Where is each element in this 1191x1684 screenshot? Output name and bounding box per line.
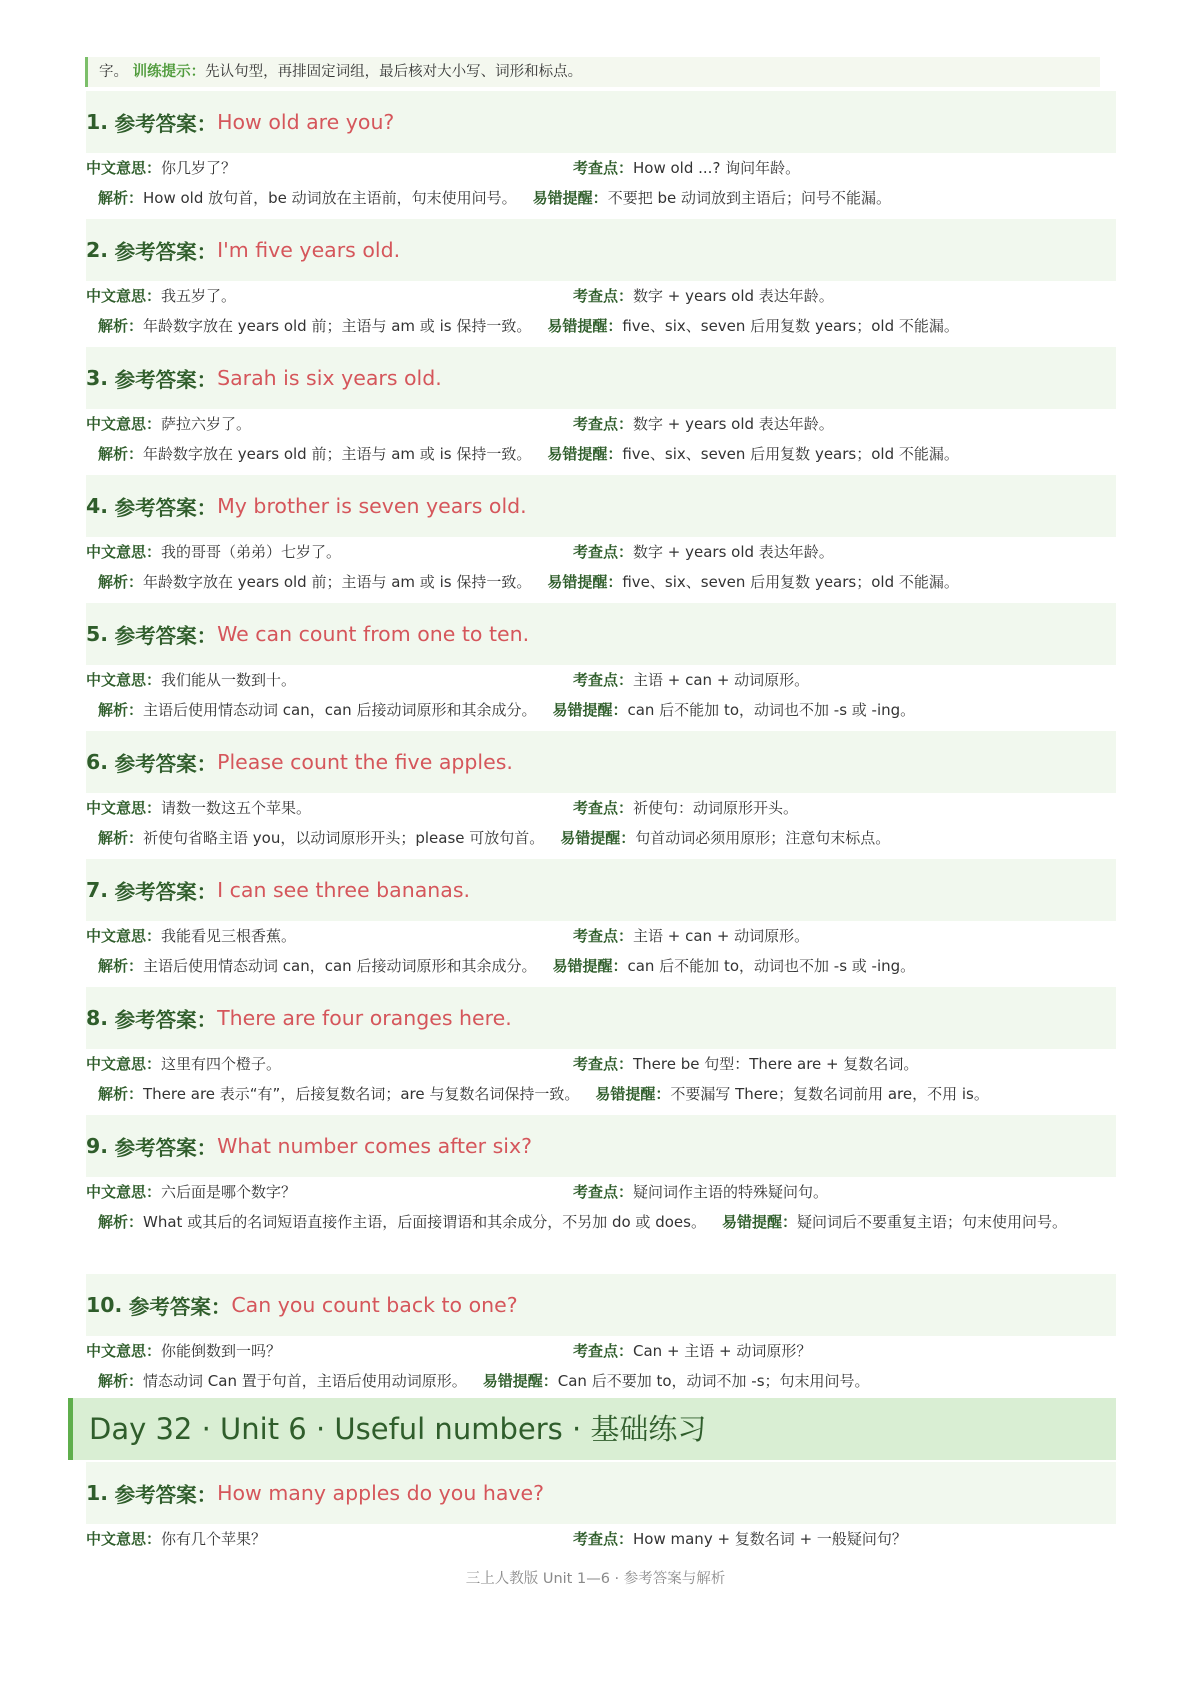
question-bar (86, 603, 1116, 665)
point-text: 主语 + can + 动词原形。 (633, 671, 810, 689)
analysis-label: 解析： (98, 445, 144, 463)
tip-text: 先认句型，再排固定词组，最后核对大小写、词形和标点。 (205, 64, 583, 80)
analysis-label: 解析： (98, 1213, 144, 1231)
point-label: 考查点： (573, 1530, 634, 1548)
meaning-label: 中文意思： (86, 799, 162, 817)
meaning-point-row (86, 1336, 1116, 1366)
answer-item-4 (86, 475, 1116, 597)
meaning-label: 中文意思： (86, 1342, 162, 1360)
answer-item-3 (86, 347, 1116, 469)
analysis-label: 解析： (98, 701, 144, 719)
answer-item-2 (86, 219, 1116, 341)
meaning-point-row (86, 665, 1116, 695)
analysis-text: What 或其后的名词短语直接作主语，后面接谓语和其余成分，不另加 do 或 does。 (143, 1213, 706, 1231)
item-number: 7. (86, 878, 109, 902)
answer-text: Sarah is six years old. (217, 366, 442, 390)
mistake-text: 不要漏写 There；复数名词前用 are，不用 is。 (670, 1085, 989, 1103)
item-number: 9. (86, 1134, 109, 1158)
mistake-text: five、six、seven 后用复数 years；old 不能漏。 (622, 573, 959, 591)
meaning-text: 你有几个苹果？ (161, 1530, 267, 1548)
meaning-text: 这里有四个橙子。 (161, 1055, 282, 1073)
answer-label: 参考答案： (114, 752, 218, 776)
mistake-label: 易错提醒： (547, 317, 623, 335)
point-label: 考查点： (573, 671, 634, 689)
analysis-row (98, 183, 1116, 213)
point-text: 主语 + can + 动词原形。 (633, 927, 810, 945)
mistake-label: 易错提醒： (721, 1213, 797, 1231)
page-footer: 三上人教版 Unit 1—6 · 参考答案与解析 (465, 1571, 726, 1587)
question-bar (86, 987, 1116, 1049)
analysis-text: 年龄数字放在 years old 前；主语与 am 或 is 保持一致。 (143, 445, 532, 463)
analysis-row (98, 567, 1116, 597)
meaning-label: 中文意思： (86, 927, 162, 945)
answer-label: 参考答案： (128, 1295, 232, 1319)
point-label: 考查点： (573, 415, 634, 433)
mistake-text: five、six、seven 后用复数 years；old 不能漏。 (622, 445, 959, 463)
analysis-row (98, 311, 1116, 341)
meaning-label: 中文意思： (86, 1055, 162, 1073)
analysis-text: 主语后使用情态动词 can，can 后接动词原形和其余成分。 (143, 957, 537, 975)
mistake-label: 易错提醒： (547, 445, 623, 463)
mistake-text: 疑问词后不要重复主语；句末使用问号。 (796, 1213, 1067, 1231)
point-text: How many + 复数名词 + 一般疑问句？ (633, 1530, 907, 1548)
section-heading: Day 32 · Unit 6 · Useful numbers · 基础练习 (68, 1398, 1116, 1460)
mistake-label: 易错提醒： (532, 189, 608, 207)
answer-label: 参考答案： (114, 880, 218, 904)
point-text: How old ...? 询问年龄。 (633, 159, 801, 177)
answer-label: 参考答案： (114, 496, 218, 520)
answer-item-10 (86, 1274, 1116, 1396)
mistake-label: 易错提醒： (552, 701, 628, 719)
mistake-label: 易错提醒： (595, 1085, 671, 1103)
analysis-row (98, 1366, 1116, 1396)
answer-label: 参考答案： (114, 240, 218, 264)
answer-text: Can you count back to one? (231, 1293, 518, 1317)
mistake-text: can 后不能加 to，动词也不加 -s 或 -ing。 (627, 701, 916, 719)
meaning-text: 你能倒数到一吗？ (161, 1342, 282, 1360)
point-text: 数字 + years old 表达年龄。 (633, 415, 834, 433)
question-bar (86, 859, 1116, 921)
answer-item-1 (86, 91, 1116, 213)
analysis-row (98, 1079, 1116, 1109)
analysis-label: 解析： (98, 1372, 144, 1390)
tip-tag: 训练提示： (132, 64, 206, 80)
answer-text: I can see three bananas. (217, 878, 471, 902)
meaning-point-row (86, 153, 1116, 183)
item-number: 3. (86, 366, 109, 390)
mistake-text: can 后不能加 to，动词也不加 -s 或 -ing。 (627, 957, 916, 975)
analysis-text: How old 放句首，be 动词放在主语前，句末使用问号。 (143, 189, 517, 207)
answer-item-6 (86, 731, 1116, 853)
point-text: There be 句型：There are + 复数名词。 (633, 1055, 919, 1073)
analysis-row (98, 695, 1116, 725)
answer-label: 参考答案： (114, 1008, 218, 1032)
answer-item-8 (86, 987, 1116, 1109)
item-number: 4. (86, 494, 109, 518)
answer-text: There are four oranges here. (217, 1006, 512, 1030)
answer-text: My brother is seven years old. (217, 494, 527, 518)
answer-text: Please count the five apples. (217, 750, 513, 774)
tip-lead: 字。 (99, 64, 128, 80)
point-text: Can + 主语 + 动词原形？ (633, 1342, 812, 1360)
meaning-text: 我们能从一数到十。 (161, 671, 297, 689)
meaning-label: 中文意思： (86, 415, 162, 433)
answer-text: How many apples do you have? (217, 1481, 545, 1505)
answer-label: 参考答案： (114, 368, 218, 392)
meaning-point-row (86, 537, 1116, 567)
item-number: 6. (86, 750, 109, 774)
point-text: 数字 + years old 表达年龄。 (633, 543, 834, 561)
meaning-text: 我五岁了。 (161, 287, 237, 305)
analysis-label: 解析： (98, 1085, 144, 1103)
mistake-text: five、six、seven 后用复数 years；old 不能漏。 (622, 317, 959, 335)
item-number: 1. (86, 110, 109, 134)
meaning-point-row (86, 1177, 1116, 1207)
meaning-label: 中文意思： (86, 671, 162, 689)
analysis-label: 解析： (98, 829, 144, 847)
answer-text: I'm five years old. (217, 238, 401, 262)
analysis-text: 情态动词 Can 置于句首，主语后使用动词原形。 (143, 1372, 467, 1390)
question-bar (86, 1462, 1116, 1524)
meaning-text: 萨拉六岁了。 (161, 415, 252, 433)
item-number: 5. (86, 622, 109, 646)
mistake-label: 易错提醒： (482, 1372, 558, 1390)
analysis-text: 祈使句省略主语 you，以动词原形开头；please 可放句首。 (143, 829, 545, 847)
analysis-row (98, 439, 1116, 469)
analysis-label: 解析： (98, 573, 144, 591)
meaning-text: 我能看见三根香蕉。 (161, 927, 297, 945)
item-number: 10. (86, 1293, 123, 1317)
answer-item-5 (86, 603, 1116, 725)
meaning-point-row (86, 921, 1116, 951)
meaning-point-row (86, 1524, 1116, 1554)
analysis-text: There are 表示“有”，后接复数名词；are 与复数名词保持一致。 (143, 1085, 580, 1103)
analysis-text: 主语后使用情态动词 can，can 后接动词原形和其余成分。 (143, 701, 537, 719)
point-label: 考查点： (573, 799, 634, 817)
question-bar (86, 91, 1116, 153)
mistake-label: 易错提醒： (552, 957, 628, 975)
mistake-label: 易错提醒： (560, 829, 636, 847)
meaning-text: 你几岁了？ (161, 159, 237, 177)
meaning-point-row (86, 793, 1116, 823)
item-number: 2. (86, 238, 109, 262)
answer-item-9 (86, 1115, 1116, 1237)
meaning-point-row (86, 1049, 1116, 1079)
meaning-label: 中文意思： (86, 543, 162, 561)
mistake-label: 易错提醒： (547, 573, 623, 591)
meaning-text: 我的哥哥（弟弟）七岁了。 (161, 543, 342, 561)
question-bar (86, 475, 1116, 537)
point-label: 考查点： (573, 287, 634, 305)
point-label: 考查点： (573, 159, 634, 177)
mistake-text: Can 后不要加 to，动词不加 -s；句末用问号。 (557, 1372, 870, 1390)
analysis-text: 年龄数字放在 years old 前；主语与 am 或 is 保持一致。 (143, 317, 532, 335)
meaning-text: 六后面是哪个数字？ (161, 1183, 297, 1201)
point-label: 考查点： (573, 1183, 634, 1201)
answer-text: We can count from one to ten. (217, 622, 530, 646)
answer-label: 参考答案： (114, 1136, 218, 1160)
analysis-text: 年龄数字放在 years old 前；主语与 am 或 is 保持一致。 (143, 573, 532, 591)
item-number: 8. (86, 1006, 109, 1030)
answer-label: 参考答案： (114, 1483, 218, 1507)
analysis-label: 解析： (98, 957, 144, 975)
point-label: 考查点： (573, 927, 634, 945)
answer-label: 参考答案： (114, 112, 218, 136)
analysis-label: 解析： (98, 317, 144, 335)
training-tip (85, 57, 1100, 87)
question-bar (86, 1274, 1116, 1336)
question-bar (86, 731, 1116, 793)
mistake-text: 句首动词必须用原形；注意句末标点。 (635, 829, 891, 847)
item-number: 1. (86, 1481, 109, 1505)
meaning-label: 中文意思： (86, 159, 162, 177)
question-bar (86, 219, 1116, 281)
analysis-row (98, 823, 1116, 853)
answer-label: 参考答案： (114, 624, 218, 648)
point-text: 祈使句：动词原形开头。 (633, 799, 799, 817)
answer-item-7 (86, 859, 1116, 981)
meaning-label: 中文意思： (86, 1183, 162, 1201)
point-label: 考查点： (573, 1055, 634, 1073)
section-item-1 (86, 1462, 1116, 1554)
meaning-text: 请数一数这五个苹果。 (161, 799, 312, 817)
meaning-point-row (86, 409, 1116, 439)
mistake-text: 不要把 be 动词放到主语后；问号不能漏。 (607, 189, 891, 207)
answer-text: How old are you? (217, 110, 395, 134)
point-text: 数字 + years old 表达年龄。 (633, 287, 834, 305)
meaning-label: 中文意思： (86, 1530, 162, 1548)
point-text: 疑问词作主语的特殊疑问句。 (633, 1183, 829, 1201)
analysis-row (98, 1207, 1113, 1237)
point-label: 考查点： (573, 543, 634, 561)
meaning-label: 中文意思： (86, 287, 162, 305)
analysis-label: 解析： (98, 189, 144, 207)
question-bar (86, 347, 1116, 409)
meaning-point-row (86, 281, 1116, 311)
point-label: 考查点： (573, 1342, 634, 1360)
question-bar (86, 1115, 1116, 1177)
analysis-row (98, 951, 1116, 981)
answer-text: What number comes after six? (217, 1134, 532, 1158)
